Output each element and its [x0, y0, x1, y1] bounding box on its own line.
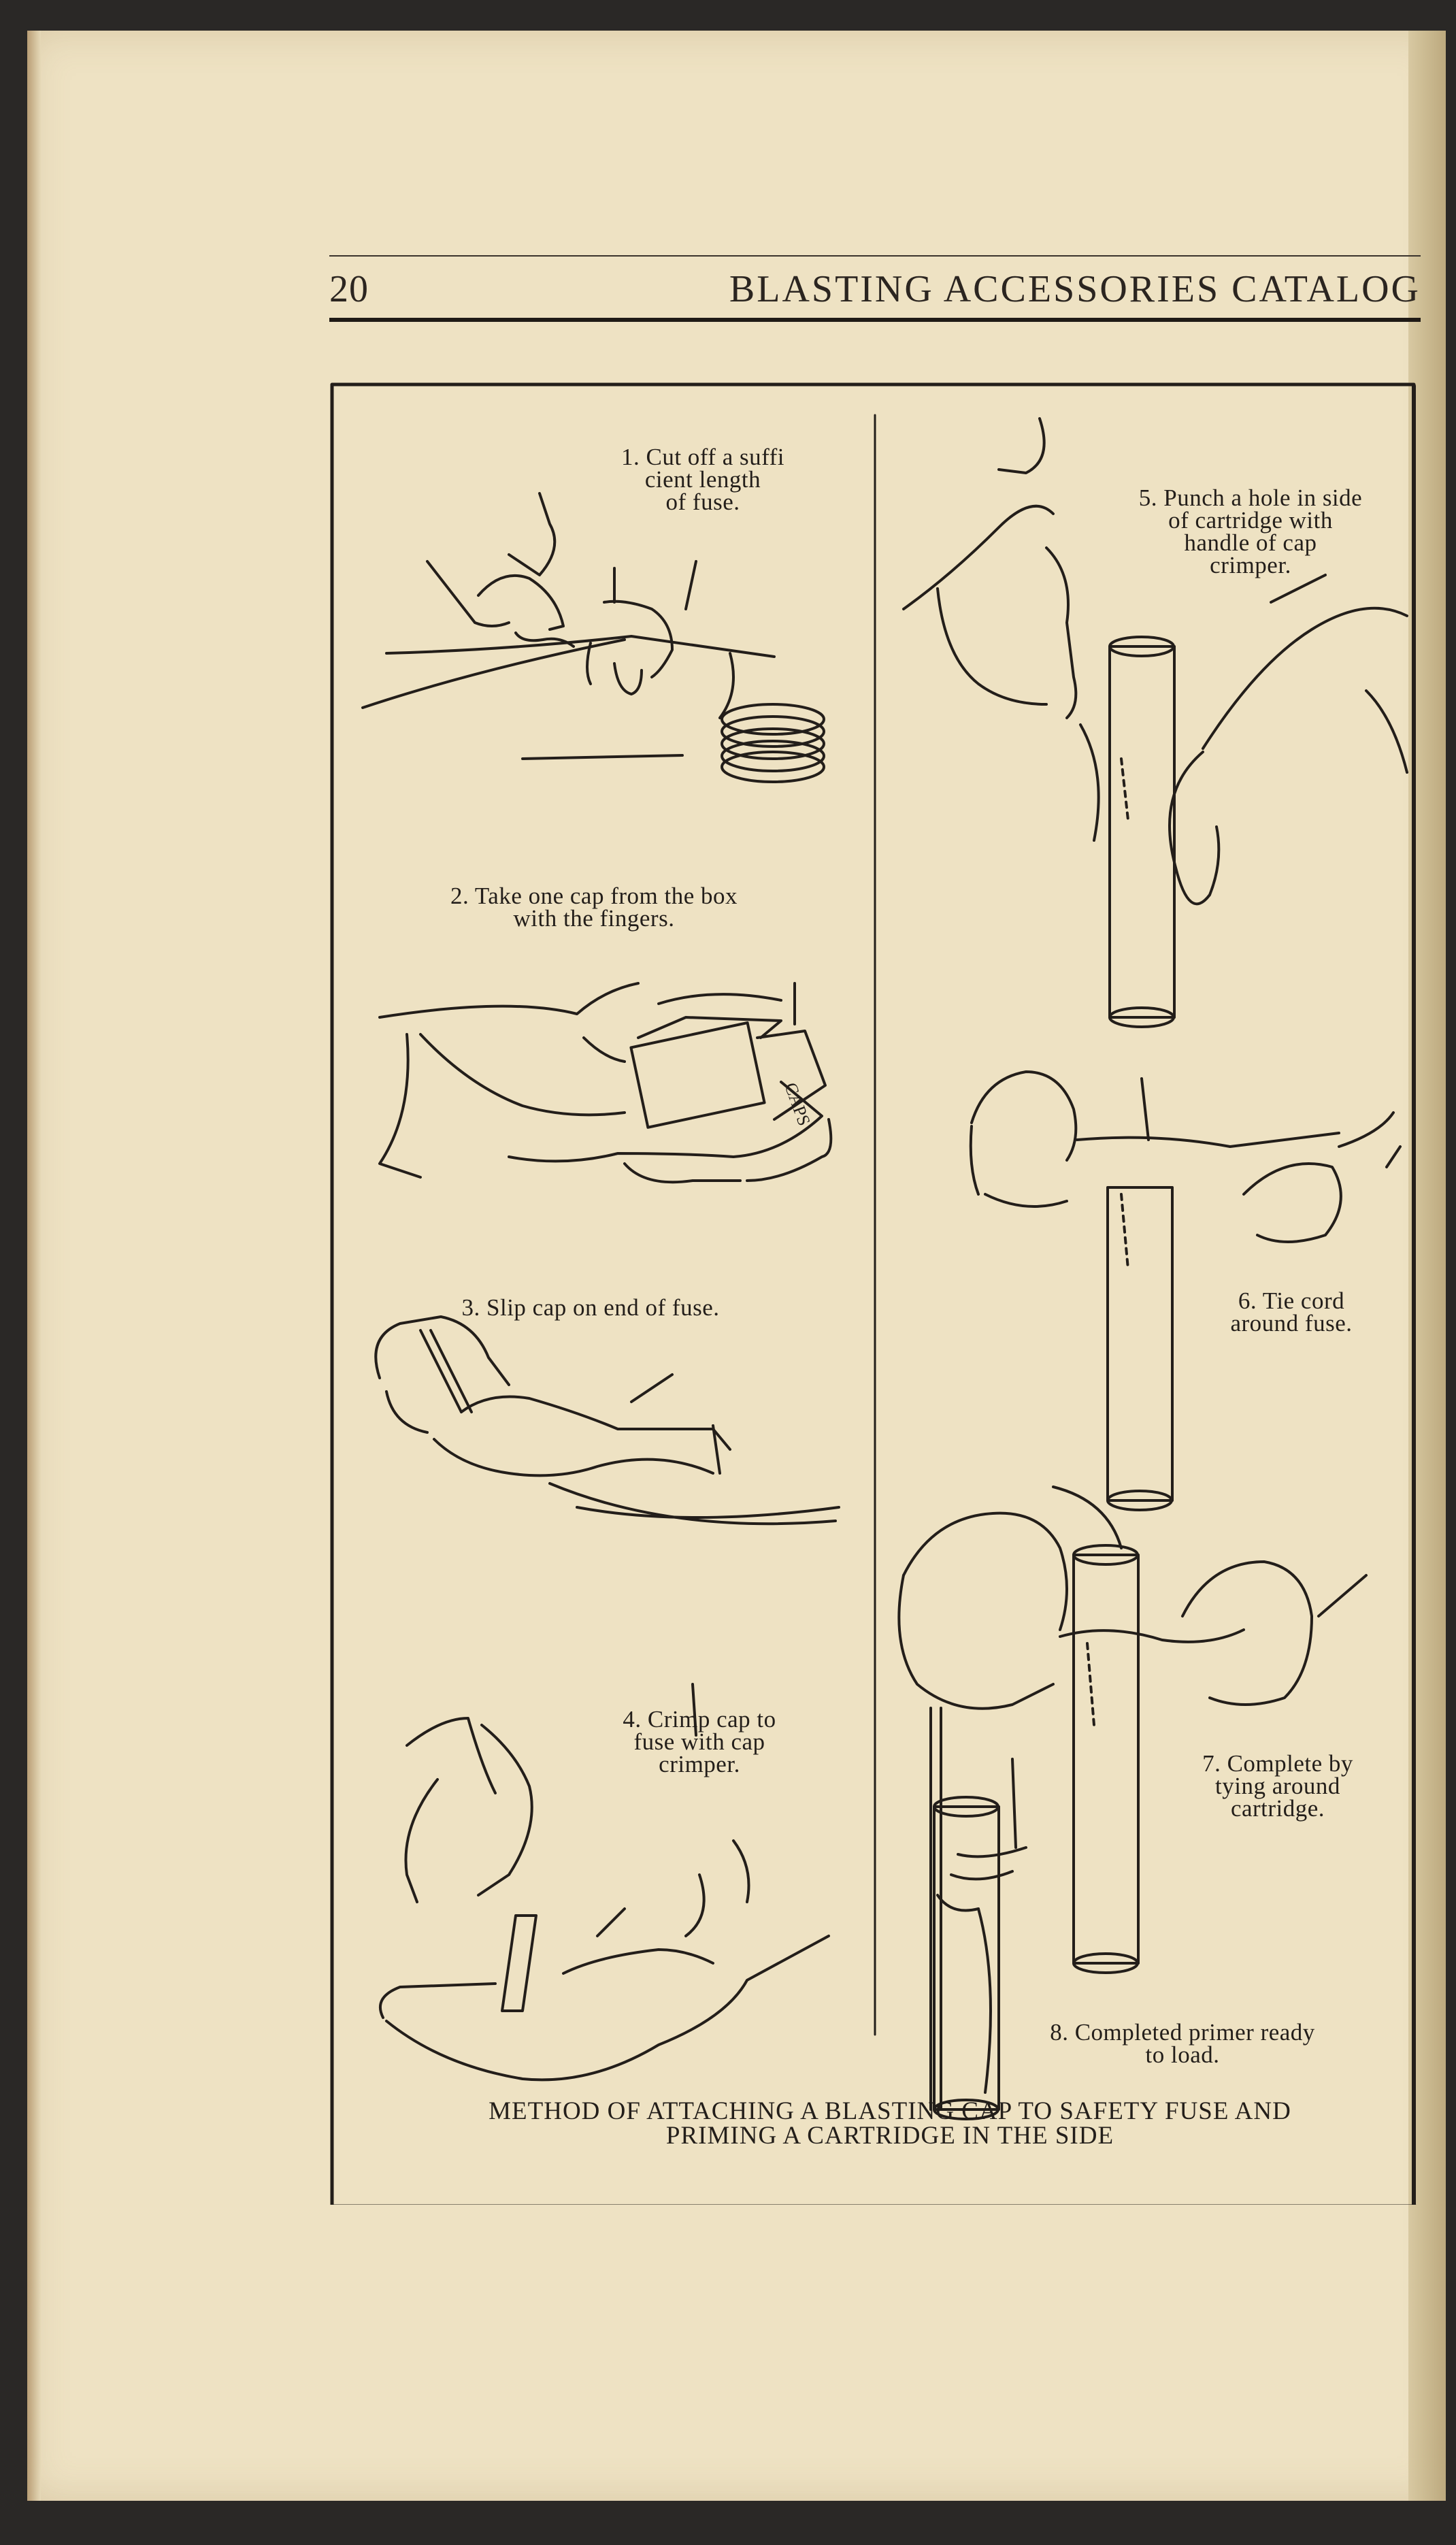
- step2-drawing: [380, 983, 831, 1182]
- step5-line2: of cartridge with: [1168, 507, 1333, 533]
- step1-line2: cient length: [644, 466, 761, 493]
- header-rule: [329, 318, 1421, 322]
- header-top-rule: [329, 255, 1421, 257]
- cartridge-step5: [1110, 646, 1174, 1017]
- step8-line1: 8. Completed primer ready: [1050, 2019, 1315, 2046]
- step4-caption: [577, 1708, 822, 1775]
- step7-caption: [1162, 1752, 1393, 1820]
- page-gutter: [27, 31, 41, 2501]
- step2-line1: 2. Take one cap from the box: [450, 883, 738, 909]
- step7-line1: 7. Complete by: [1202, 1750, 1353, 1777]
- step1-line1: 1. Cut off a suffi: [621, 444, 785, 470]
- step5-line3: handle of cap: [1184, 529, 1317, 556]
- step2-line2: with the fingers.: [513, 905, 675, 932]
- step6-line2: around fuse.: [1230, 1310, 1353, 1336]
- figure-caption-line1: METHOD OF ATTACHING A BLASTING CAP TO SAFETY FUSE AND: [489, 2097, 1291, 2125]
- step7-drawing: [899, 1487, 1366, 1973]
- step6-line1: 6. Tie cord: [1238, 1287, 1345, 1314]
- step3-line1: 3. Slip cap on end of fuse.: [461, 1294, 720, 1321]
- illustration-figure: [305, 350, 1421, 2205]
- figure-caption-line2: PRIMING A CARTRIDGE IN THE SIDE: [665, 2122, 1114, 2150]
- step3-caption: [400, 1296, 781, 1319]
- step8-line2: to load.: [1145, 2041, 1220, 2068]
- step5-line1: 5. Punch a hole in side: [1138, 485, 1363, 511]
- step1-caption: [604, 446, 801, 513]
- step8-caption: [992, 2021, 1373, 2066]
- step6-caption: [1189, 1287, 1393, 1336]
- page-number: 20: [329, 268, 369, 310]
- step7-line2: tying around: [1215, 1773, 1340, 1799]
- step4-line2: fuse with cap: [633, 1728, 765, 1755]
- running-title: BLASTING ACCESSORIES CATALOG: [729, 268, 1421, 310]
- step2-caption: [393, 885, 795, 930]
- cartridge-step6: [1108, 1187, 1172, 1500]
- figure-caption: [400, 2099, 1380, 2148]
- illustration-svg: [305, 350, 1421, 2205]
- step1-line3: of fuse.: [665, 489, 740, 515]
- step5-caption: [1101, 487, 1400, 576]
- step4-line3: crimper.: [659, 1751, 740, 1777]
- step3-drawing: [376, 1317, 839, 1524]
- cartridge-step7: [1074, 1555, 1138, 1963]
- step1-drawing: [363, 489, 824, 782]
- cap-box-label: CAPS: [780, 1080, 814, 1129]
- page-header: [305, 255, 1421, 323]
- step4-line1: 4. Crimp cap to: [623, 1706, 776, 1733]
- step5-line4: crimper.: [1210, 552, 1291, 578]
- step7-line3: cartridge.: [1230, 1795, 1325, 1822]
